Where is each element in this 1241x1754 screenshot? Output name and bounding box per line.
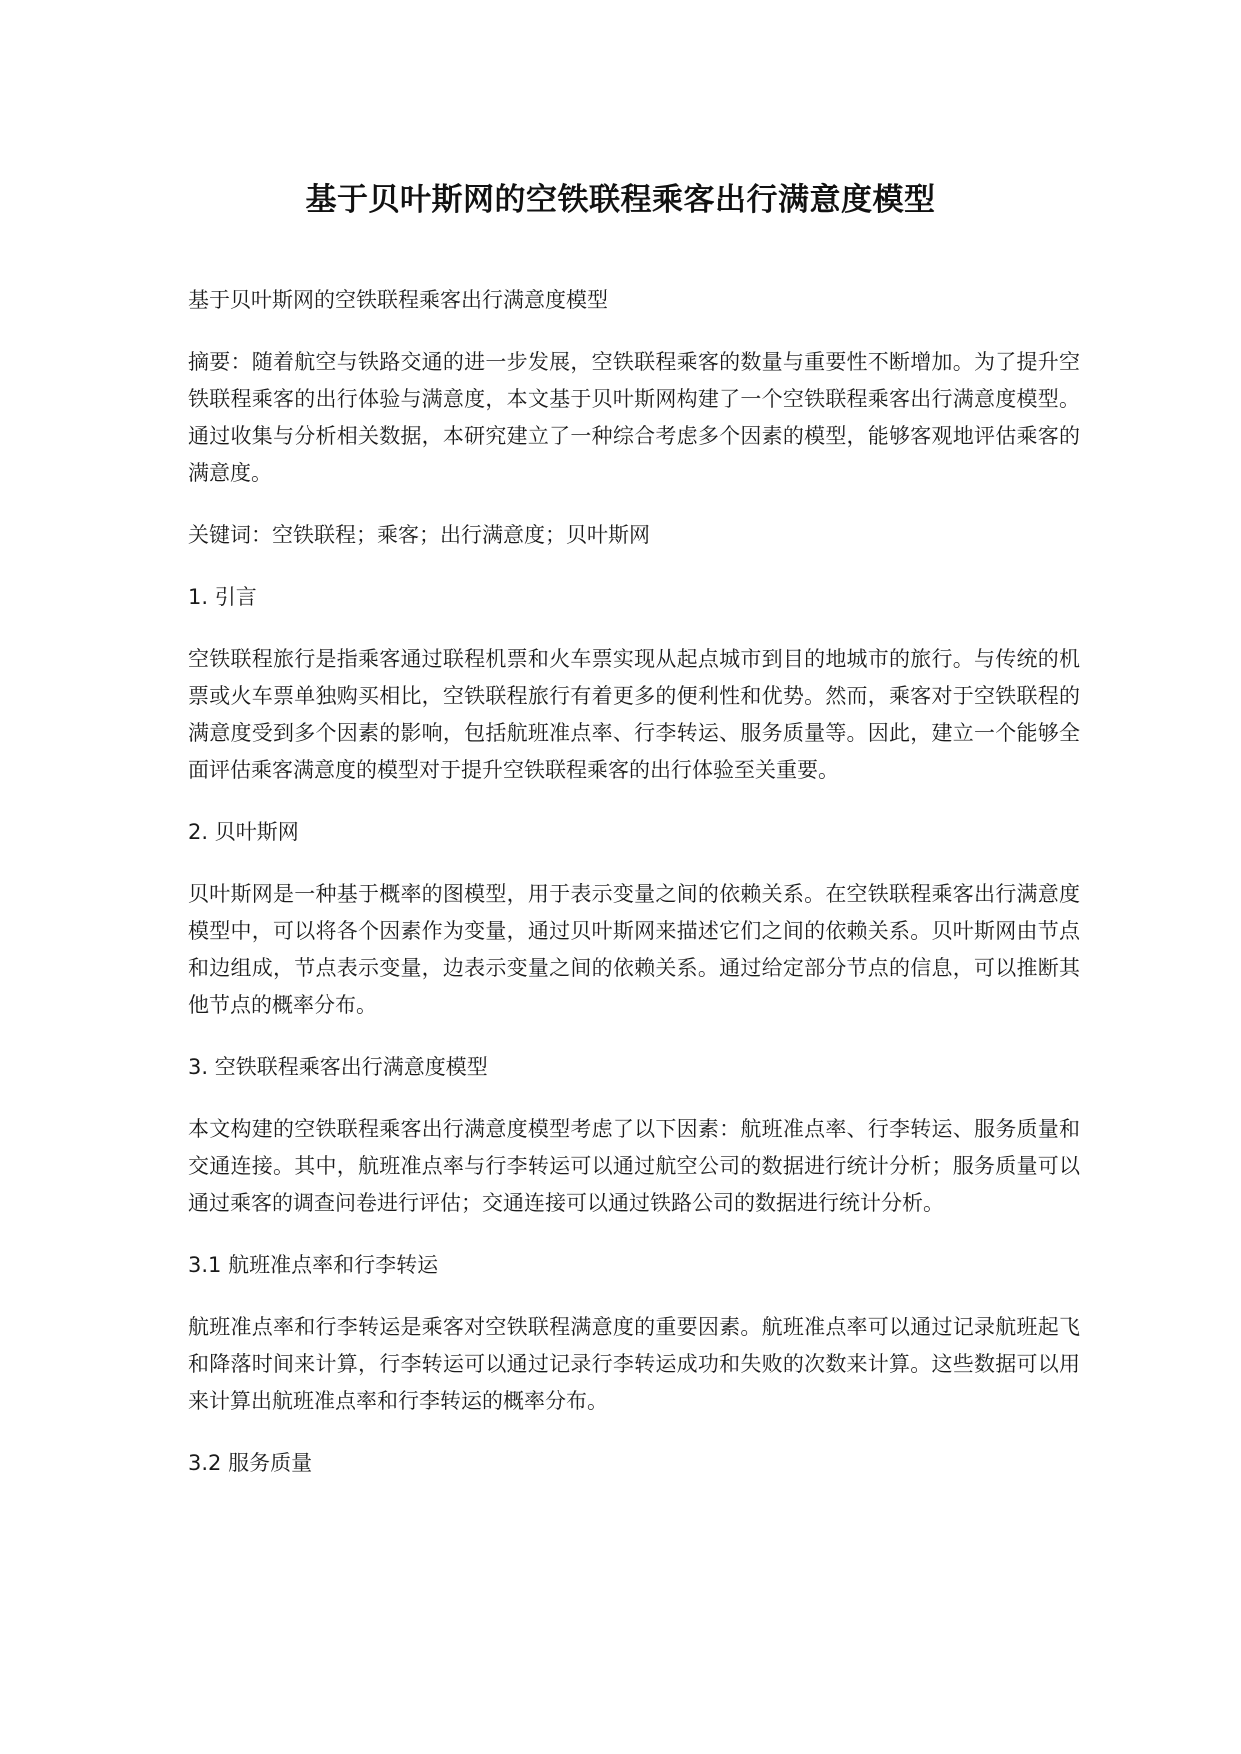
- document-title: 基于贝叶斯网的空铁联程乘客出行满意度模型: [305, 182, 936, 218]
- satisfaction-model-paragraph: 本文构建的空铁联程乘客出行满意度模型考虑了以下因素：航班准点率、行李转运、服务质量和交通连接。其中，航班准点率与行李转运可以通过航空公司的数据进行统计分析；服务质量可以通过乘客的调查问卷进行评估；交通连接可以通过铁路公司的数据进行统计分析。: [188, 1117, 1080, 1215]
- bayesian-network-paragraph: 贝叶斯网是一种基于概率的图模型，用于表示变量之间的依赖关系。在空铁联程乘客出行满意度模型中，可以将各个因素作为变量，通过贝叶斯网来描述它们之间的依赖关系。贝叶斯网由节点和边组成，节点表示变量，边表示变量之间的依赖关系。通过给定部分节点的信息，可以推断其他节点的概率分布。: [188, 882, 1080, 1017]
- keywords-paragraph: 关键词：空铁联程；乘客；出行满意度；贝叶斯网: [188, 523, 650, 547]
- section-heading-bayesian-network: 2. 贝叶斯网: [188, 820, 299, 844]
- document-body: [188, 282, 1080, 1507]
- punctuality-baggage-paragraph: 航班准点率和行李转运是乘客对空铁联程满意度的重要因素。航班准点率可以通过记录航班起飞和降落时间来计算，行李转运可以通过记录行李转运成功和失败的次数来计算。这些数据可以用来计算出航班准点率和行李转运的概率分布。: [188, 1315, 1080, 1413]
- section-heading-service-quality: 3.2 服务质量: [188, 1451, 313, 1475]
- section-heading-introduction: 1. 引言: [188, 585, 257, 609]
- abstract-paragraph: 摘要：随着航空与铁路交通的进一步发展，空铁联程乘客的数量与重要性不断增加。为了提升空铁联程乘客的出行体验与满意度，本文基于贝叶斯网构建了一个空铁联程乘客出行满意度模型。通过收集与分析相关数据，本研究建立了一种综合考虑多个因素的模型，能够客观地评估乘客的满意度。: [188, 350, 1080, 485]
- document-subtitle: 基于贝叶斯网的空铁联程乘客出行满意度模型: [188, 288, 608, 312]
- section-heading-satisfaction-model: 3. 空铁联程乘客出行满意度模型: [188, 1055, 488, 1079]
- section-heading-punctuality-baggage: 3.1 航班准点率和行李转运: [188, 1253, 439, 1277]
- introduction-paragraph: 空铁联程旅行是指乘客通过联程机票和火车票实现从起点城市到目的地城市的旅行。与传统的机票或火车票单独购买相比，空铁联程旅行有着更多的便利性和优势。然而，乘客对于空铁联程的满意度受到多个因素的影响，包括航班准点率、行李转运、服务质量等。因此，建立一个能够全面评估乘客满意度的模型对于提升空铁联程乘客的出行体验至关重要。: [188, 647, 1080, 782]
